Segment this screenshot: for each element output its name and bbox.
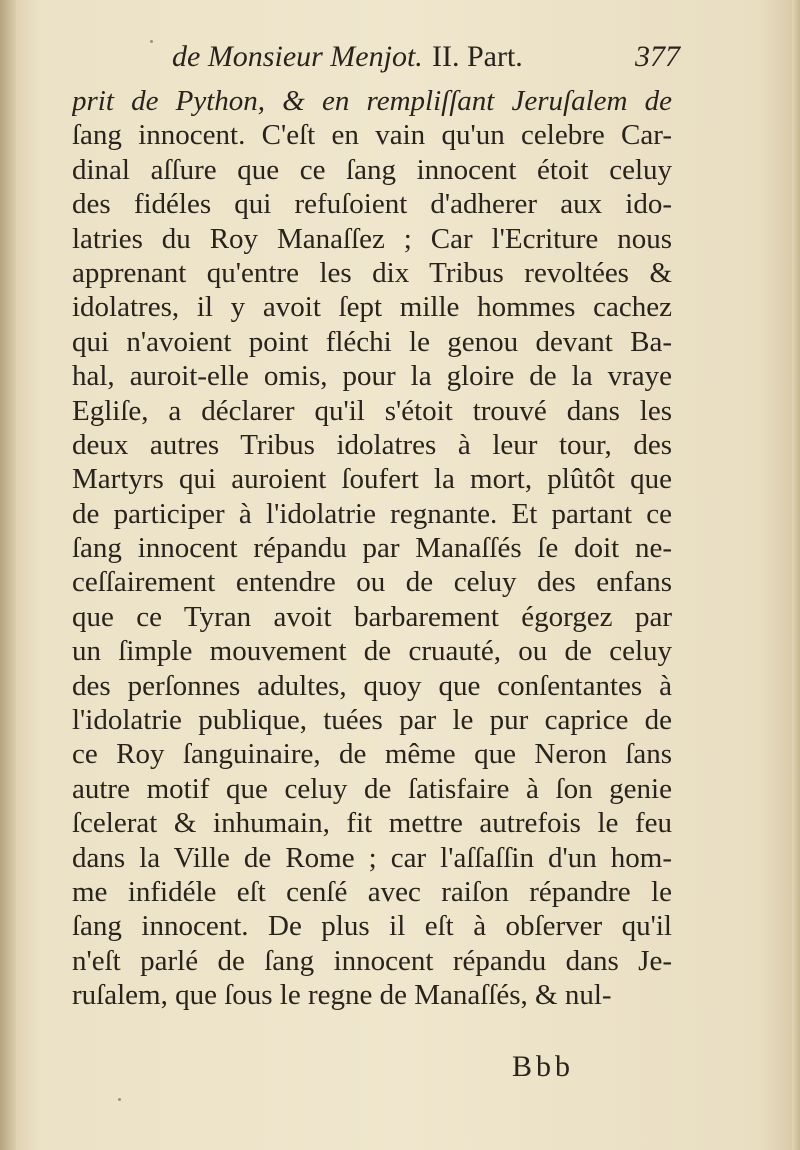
text-line: latries du Roy Manaſſez ; Car l'Ecriture nous	[72, 222, 672, 255]
text-line: apprenant qu'entre les dix Tribus revoltées &	[72, 256, 672, 289]
text-line: des fidéles qui refuſoient d'adherer aux ido-	[72, 188, 672, 221]
body-text	[72, 84, 672, 1013]
text-line: ſang innocent. C'eſt en vain qu'un celebre Car-	[72, 119, 672, 152]
text-line: un ſimple mouvement de cruauté, ou de celuy	[72, 635, 672, 668]
text-line: hal, auroit-elle omis, pour la gloire de la vraye	[72, 360, 672, 393]
text-line: ſcelerat & inhumain, fit mettre autrefois le feu	[72, 807, 672, 840]
text-line: Martyrs qui auroient ſoufert la mort, plûtôt que	[72, 463, 672, 496]
text-line: l'idolatrie publique, tuées par le pur caprice de	[72, 704, 672, 737]
part-label: II. Part.	[432, 40, 523, 73]
text-line: idolatres, il y avoit ſept mille hommes cachez	[72, 291, 672, 324]
text-line: dans la Ville de Rome ; car l'aſſaſſin d'un hom-	[72, 841, 672, 874]
text-line: prit de Python, & en rempliſſant Jeruſalem de	[72, 85, 672, 117]
page-number: 377	[635, 40, 680, 73]
text-line: qui n'avoient point fléchi le genou devant Ba-	[72, 325, 672, 358]
text-line: ruſalem, que ſous le regne de Manaſſés, & nul-	[72, 979, 612, 1012]
page-edge	[792, 0, 800, 1150]
text-line: de participer à l'idolatrie regnante. Et partant ce	[72, 497, 672, 530]
text-line: autre motif que celuy de ſatisfaire à ſon genie	[72, 772, 672, 805]
running-title: de Monsieur Menjot.	[172, 40, 423, 73]
binding-edge	[0, 0, 16, 1150]
text-line: Egliſe, a déclarer qu'il s'étoit trouvé dans les	[72, 394, 672, 427]
text-line: dinal aſſure que ce ſang innocent étoit celuy	[72, 153, 672, 186]
text-line: n'eſt parlé de ſang innocent répandu dans Je-	[72, 944, 672, 977]
text-line: des perſonnes adultes, quoy que conſentantes à	[72, 669, 672, 702]
running-header	[72, 36, 682, 80]
text-line: que ce Tyran avoit barbarement égorgez par	[72, 600, 672, 633]
signature-mark: Bbb	[512, 1050, 575, 1083]
text-line: me infidéle eſt cenſé avec raiſon répandre le	[72, 875, 672, 908]
text-line: ſang innocent répandu par Manaſſés ſe doit ne-	[72, 532, 672, 565]
text-line: ceſſairement entendre ou de celuy des enfans	[72, 566, 672, 599]
text-line: ſang innocent. De plus il eſt à obſerver qu'il	[72, 910, 672, 943]
paper-speck	[118, 1098, 121, 1101]
text-line: ce Roy ſanguinaire, de même que Neron ſans	[72, 738, 672, 771]
text-line: deux autres Tribus idolatres à leur tour, des	[72, 428, 672, 461]
paper-speck	[150, 40, 153, 43]
